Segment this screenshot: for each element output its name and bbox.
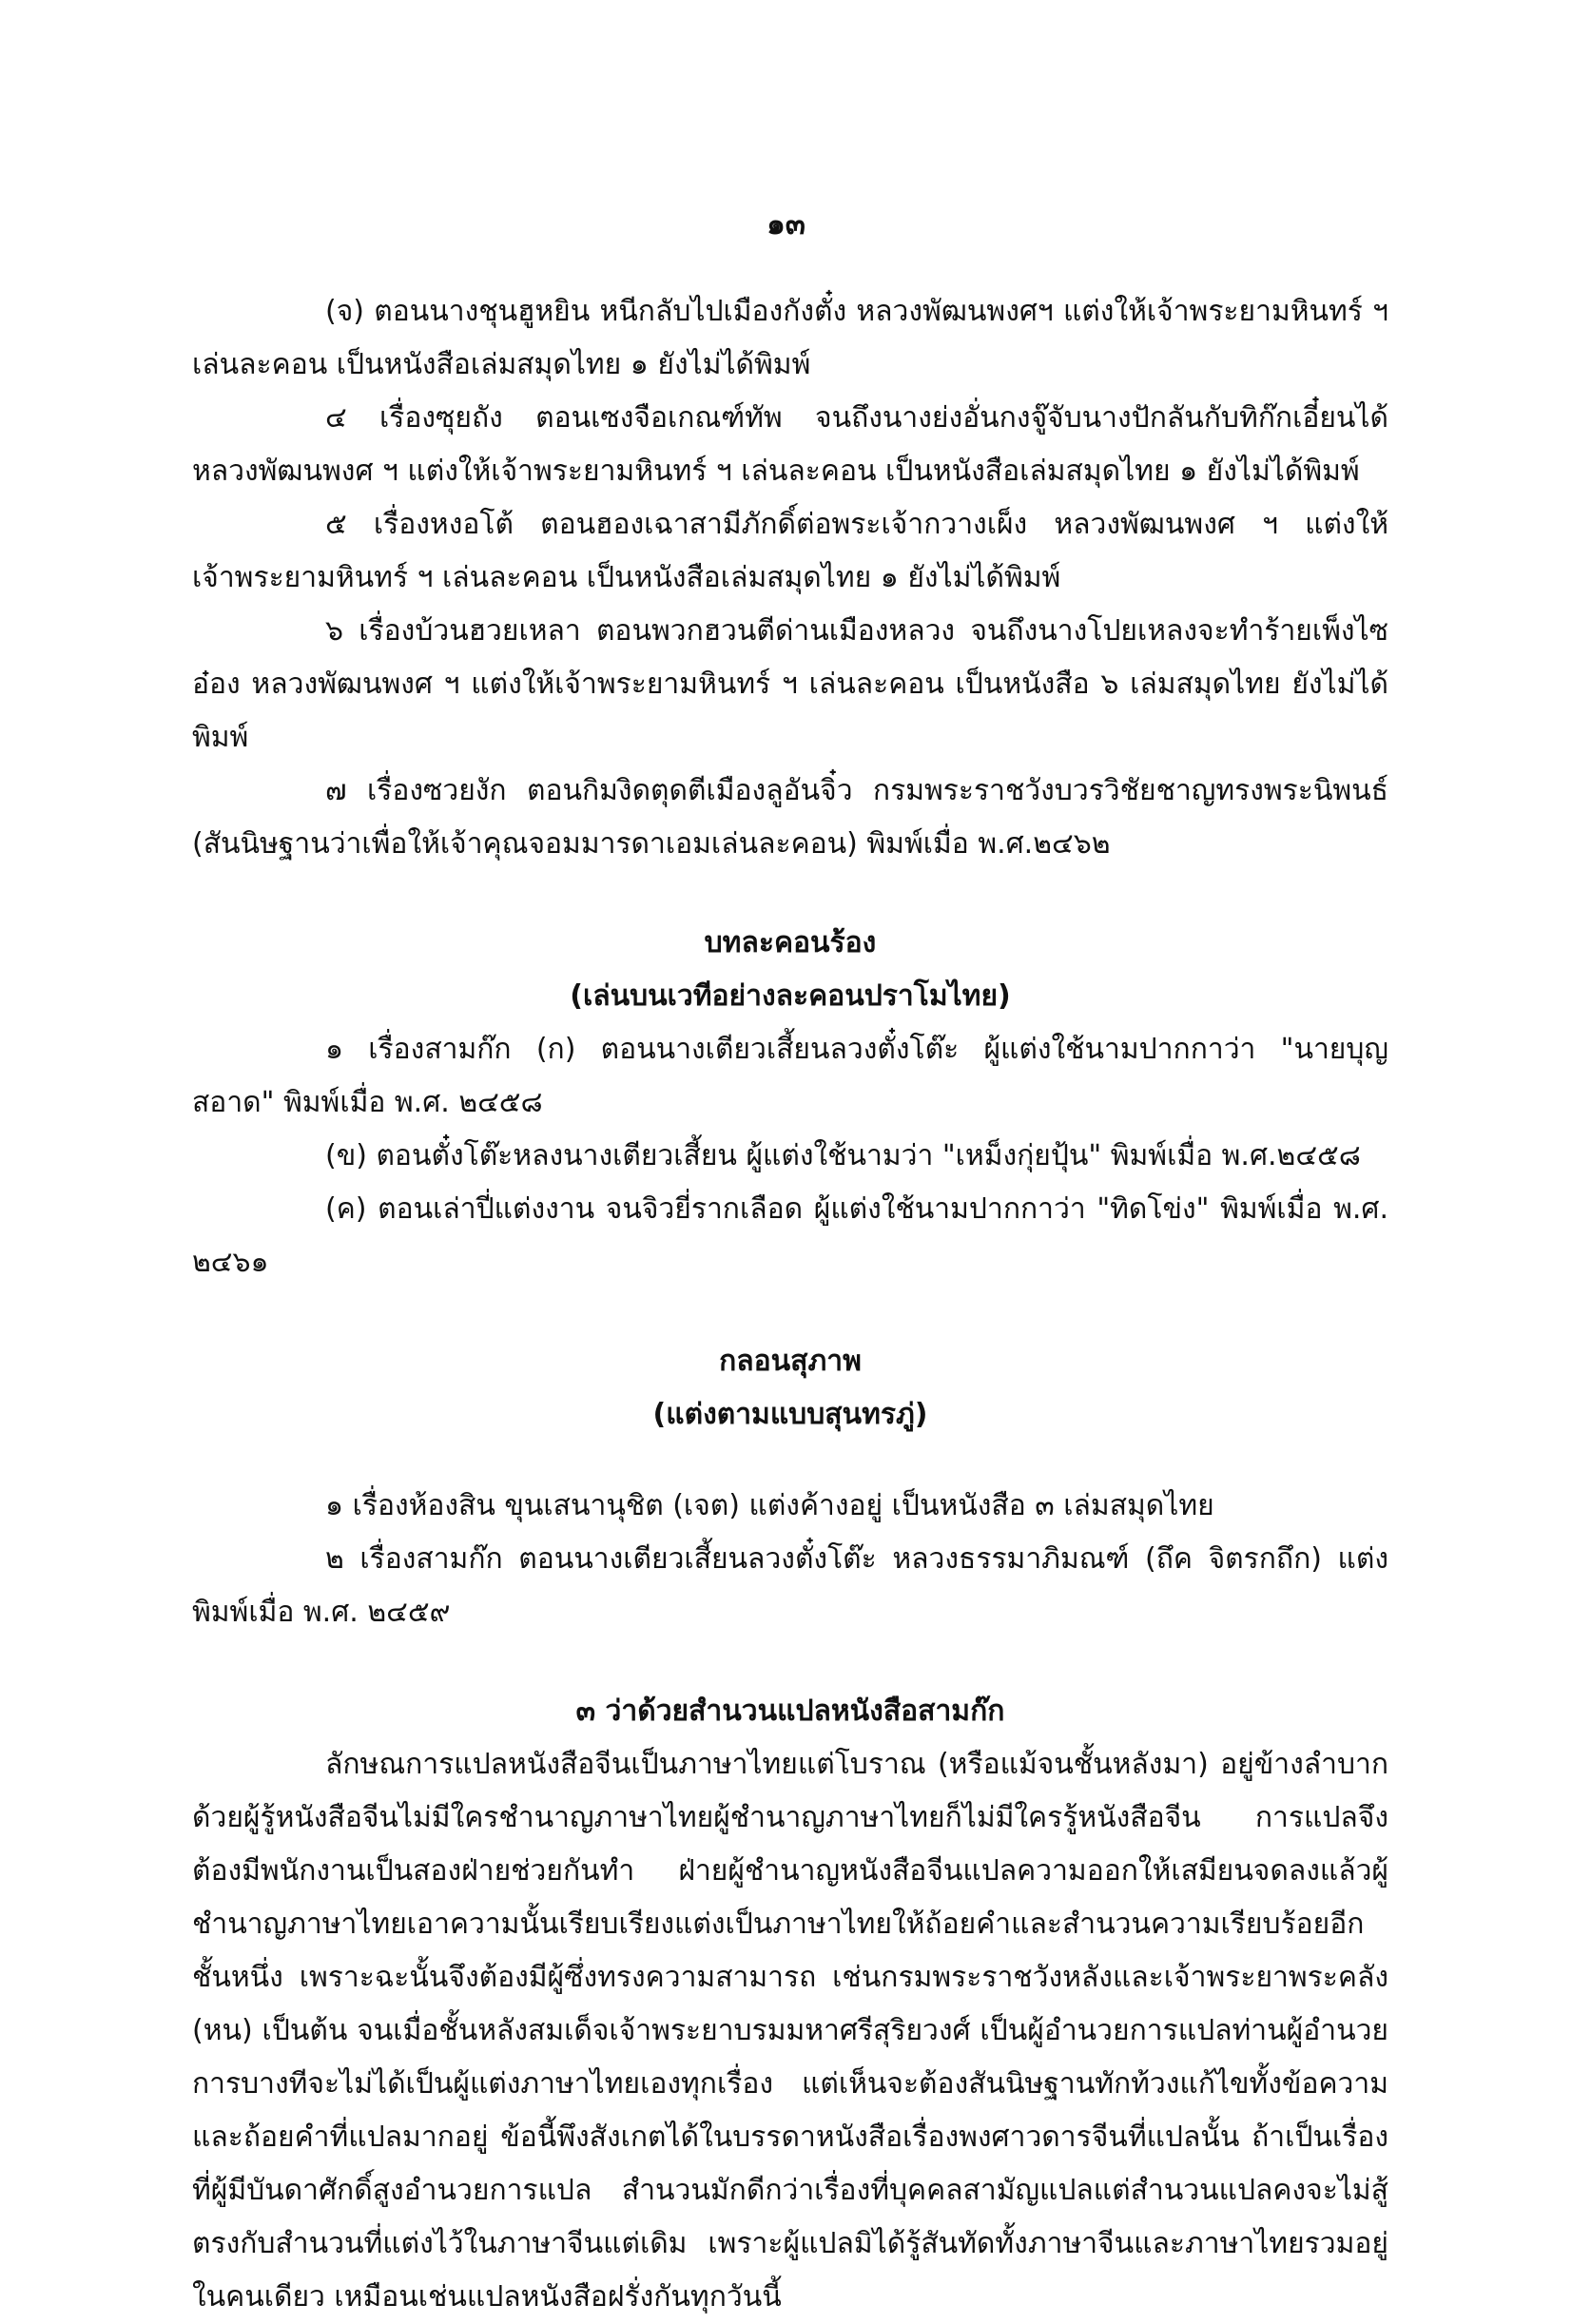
list-item: ๑ เรื่องห้องสิน ขุนเสนานุชิต (เจต) แต่งค้างอยู่ เป็นหนังสือ ๓ เล่มสมุดไทย — [325, 1489, 1214, 1522]
section-heading-klon-suphap: กลอนสุภาพ — [719, 1345, 862, 1378]
paragraph-item-7: ๗ เรื่องซวยงัก ตอนกิมงิดตุดตีเมืองลูอันจิ๋ว กรมพระราชวังบวรวิชัยชาญทรงพระนิพนธ์ (สันนิษฐานว่าเพื่อให้เจ้าคุณจอมมารดาเอมเล่นละคอน) พิมพ์เมื่อ พ.ศ.๒๔๖๒ — [192, 774, 1388, 861]
section-subheading-lakhon-rong: (เล่นบนเวทีอย่างละคอนปราโมไทย) — [570, 979, 1011, 1013]
body-paragraph: ลักษณการแปลหนังสือจีนเป็นภาษาไทยแต่โบราณ (หรือแม้จนชั้นหลังมา) อยู่ข้างลำบาก ด้วยผู้รู้หนังสือจีนไม่มีใครชำนาญภาษาไทยผู้ชำนาญภาษาไทยก็ไม่มีใครรู้หนังสือจีน การแปลจึงต้องมีพนักงานเป็นสองฝ่ายช่วยกันทำ ฝ่ายผู้ชำนาญหนังสือจีนแปลความออกให้เสมียนจดลงแล้วผู้ชำนาญภาษาไทยเอาความนั้นเรียบเรียงแต่งเป็นภาษาไทยให้ถ้อยคำและสำนวนความเรียบร้อยอีกชั้นหนึ่ง เพราะฉะนั้นจึงต้องมีผู้ซึ่งทรงความสามารถ เช่นกรมพระราชวังหลังและเจ้าพระยาพระคลัง (หน) เป็นต้น จนเมื่อชั้นหลังสมเด็จเจ้าพระยาบรมมหาศรีสุริยวงศ์ เป็นผู้อำนวยการแปลท่านผู้อำนวยการบางทีจะไม่ได้เป็นผู้แต่งภาษาไทยเองทุกเรื่อง แต่เห็นจะต้องสันนิษฐานทักท้วงแก้ไขทั้งข้อความและถ้อยคำที่แปลมากอยู่ ข้อนี้พึงสังเกตได้ในบรรดาหนังสือเรื่องพงศาวดารจีนที่แปลนั้น ถ้าเป็นเรื่องที่ผู้มีบันดาศักดิ์สูงอำนวยการแปล สำนวนมักดีกว่าเรื่องที่บุคคลสามัญแปลแต่สำนวนแปลคงจะไม่สู้ตรงกับสำนวนที่แต่งไว้ในภาษาจีนแต่เดิม เพราะผู้แปลมิได้รู้สันทัดทั้งภาษาจีนและภาษาไทยรวมอยู่ในคนเดียว เหมือนเช่นแปลหนังสือฝรั่งกันทุกวันนี้ — [192, 1748, 1388, 2314]
section-subheading-klon-suphap: (แต่งตามแบบสุนทรภู่) — [652, 1398, 928, 1431]
list-item: ๑ เรื่องสามก๊ก (ก) ตอนนางเตียวเสี้ยนลวงตั๋งโต๊ะ ผู้แต่งใช้นามปากกาว่า "นายบุญสอาด" พิมพ์เมื่อ พ.ศ. ๒๔๕๘ — [192, 1033, 1388, 1119]
document-body — [192, 285, 1388, 2324]
paragraph-item-5: ๕ เรื่องหงอโต้ ตอนฮองเฉาสามีภักดิ์ต่อพระเจ้ากวางเผ็ง หลวงพัฒนพงศ ฯ แต่งให้เจ้าพระยามหินทร์ ฯ เล่นละคอน เป็นหนังสือเล่มสมุดไทย ๑ ยังไม่ได้พิมพ์ — [192, 508, 1388, 594]
page-number: ๑๓ — [767, 207, 805, 242]
list-item: ๒ เรื่องสามก๊ก ตอนนางเตียวเสี้ยนลวงตั๋งโต๊ะ หลวงธรรมาภิมณฑ์ (ถึค จิตรกถึก) แต่ง พิมพ์เมื่อ พ.ศ. ๒๔๕๙ — [192, 1542, 1388, 1629]
paragraph-item-4: ๔ เรื่องซุยถัง ตอนเซงจือเกณฑ์ทัพ จนถึงนางย่งอั่นกงจู๊จับนางปักลันกับทิก๊กเอี๋ยนได้ หลวงพัฒนพงศ ฯ แต่งให้เจ้าพระยามหินทร์ ฯ เล่นละคอน เป็นหนังสือเล่มสมุดไทย ๑ ยังไม่ได้พิมพ์ — [192, 401, 1388, 488]
paragraph-item-jo: (จ) ตอนนางชุนฮูหยิน หนีกลับไปเมืองกังตั๋ง หลวงพัฒนพงศฯ แต่งให้เจ้าพระยามหินทร์ ฯ เล่นละคอน เป็นหนังสือเล่มสมุดไทย ๑ ยังไม่ได้พิมพ์ — [192, 295, 1388, 381]
section-heading-translation-style: ๓ ว่าด้วยสำนวนแปลหนังสือสามก๊ก — [575, 1695, 1005, 1728]
section-heading-lakhon-rong: บทละคอนร้อง — [704, 926, 877, 959]
list-item: (ข) ตอนตั๋งโต๊ะหลงนางเตียวเสี้ยน ผู้แต่งใช้นามว่า "เหม็งกุ่ยปุ้น" พิมพ์เมื่อ พ.ศ.๒๔๕๘ — [325, 1139, 1361, 1172]
paragraph-item-6: ๖ เรื่องบ้วนฮวยเหลา ตอนพวกฮวนตีด่านเมืองหลวง จนถึงนางโปยเหลงจะทำร้ายเพ็งไซอ๋อง หลวงพัฒนพงศ ฯ แต่งให้เจ้าพระยามหินทร์ ฯ เล่นละคอน เป็นหนังสือ ๖ เล่มสมุดไทย ยังไม่ได้พิมพ์ — [192, 614, 1388, 754]
list-item: (ค) ตอนเล่าปี่แต่งงาน จนจิวยี่รากเลือด ผู้แต่งใช้นามปากกาว่า "ทิดโข่ง" พิมพ์เมื่อ พ.ศ. ๒๔๖๑ — [192, 1192, 1388, 1279]
